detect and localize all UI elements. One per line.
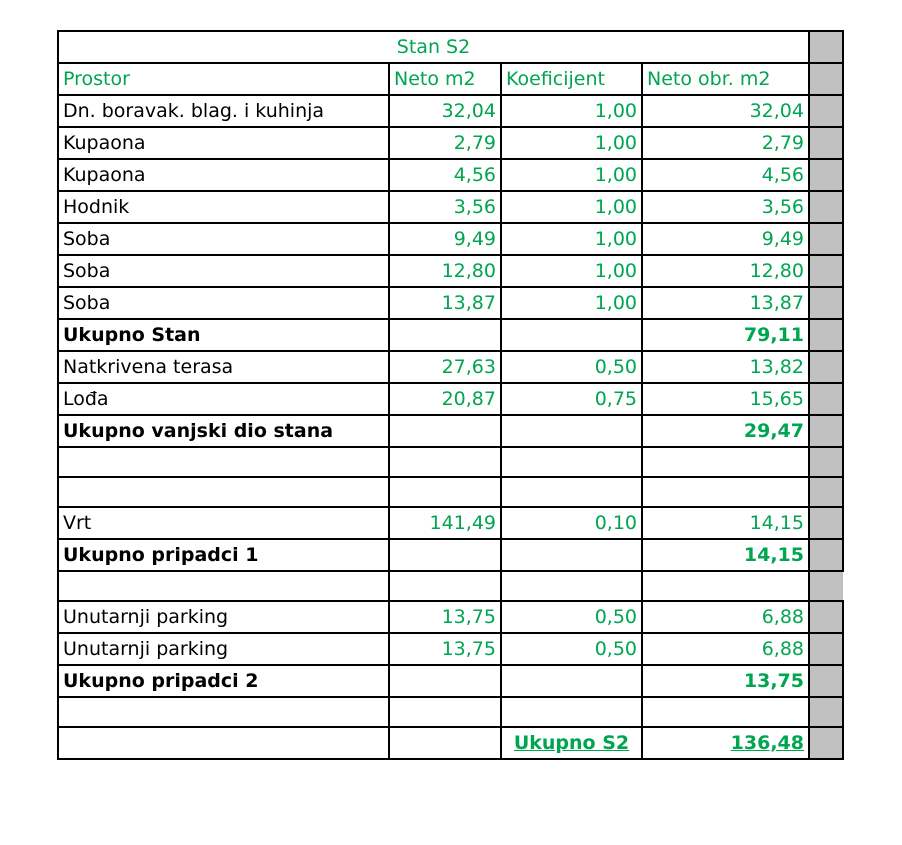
- header-obr: Neto obr. m2: [642, 63, 809, 95]
- cell-obr: 14,15: [642, 507, 809, 539]
- cell-koef: [501, 539, 642, 571]
- cell-koef: [501, 319, 642, 351]
- cell-prostor: Unutarnji parking: [58, 633, 389, 665]
- cell-prostor: Natkrivena terasa: [58, 351, 389, 383]
- grey-cell: [809, 255, 843, 287]
- cell-obr: 3,56: [642, 191, 809, 223]
- cell-prostor: Kupaona: [58, 159, 389, 191]
- table-row: [58, 127, 843, 159]
- cell-koef: 0,75: [501, 383, 642, 415]
- table-row: [58, 477, 843, 507]
- cell-koef: [501, 665, 642, 697]
- grey-cell: [809, 127, 843, 159]
- cell-prostor: Dn. boravak. blag. i kuhinja: [58, 95, 389, 127]
- area-table: [57, 30, 844, 760]
- cell-neto: 32,04: [389, 95, 501, 127]
- cell-neto: 13,75: [389, 633, 501, 665]
- cell-prostor: [58, 477, 389, 507]
- cell-obr: [642, 477, 809, 507]
- header-prostor: Prostor: [58, 63, 389, 95]
- cell-neto: 4,56: [389, 159, 501, 191]
- table-row: [58, 95, 843, 127]
- grey-cell: [809, 287, 843, 319]
- cell-obr: 29,47: [642, 415, 809, 447]
- cell-neto: 13,87: [389, 287, 501, 319]
- cell-neto: [389, 665, 501, 697]
- cell-obr: 9,49: [642, 223, 809, 255]
- grey-cell: [809, 697, 843, 727]
- cell-neto: 13,75: [389, 601, 501, 633]
- cell-koef: [501, 415, 642, 447]
- cell-prostor: Soba: [58, 287, 389, 319]
- table-row: [58, 571, 843, 601]
- cell-obr: 14,15: [642, 539, 809, 571]
- cell-obr: 6,88: [642, 601, 809, 633]
- grey-cell: [809, 727, 843, 759]
- cell-obr: 6,88: [642, 633, 809, 665]
- table-row: [58, 287, 843, 319]
- cell-prostor: Hodnik: [58, 191, 389, 223]
- cell-prostor: [58, 447, 389, 477]
- cell-prostor: Kupaona: [58, 127, 389, 159]
- table-row: [58, 507, 843, 539]
- grand-total-value: 136,48: [642, 727, 809, 759]
- cell-prostor: Ukupno vanjski dio stana: [58, 415, 389, 447]
- cell-obr: 2,79: [642, 127, 809, 159]
- cell-neto: [389, 727, 501, 759]
- cell-prostor: [58, 571, 389, 601]
- grey-cell: [809, 507, 843, 539]
- total-row: [58, 319, 843, 351]
- table-row: [58, 601, 843, 633]
- cell-obr: [642, 571, 809, 601]
- cell-prostor: [58, 727, 389, 759]
- cell-koef: 1,00: [501, 287, 642, 319]
- cell-prostor: Ukupno pripadci 1: [58, 539, 389, 571]
- cell-koef: [501, 697, 642, 727]
- cell-obr: 13,87: [642, 287, 809, 319]
- cell-neto: 2,79: [389, 127, 501, 159]
- cell-neto: 12,80: [389, 255, 501, 287]
- cell-prostor: Ukupno pripadci 2: [58, 665, 389, 697]
- table-row: [58, 191, 843, 223]
- table-row: [58, 255, 843, 287]
- grey-cell: [809, 63, 843, 95]
- cell-koef: 1,00: [501, 223, 642, 255]
- cell-prostor: Ukupno Stan: [58, 319, 389, 351]
- cell-koef: 1,00: [501, 127, 642, 159]
- header-koef: Koeficijent: [501, 63, 642, 95]
- cell-neto: [389, 539, 501, 571]
- cell-koef: 1,00: [501, 95, 642, 127]
- cell-obr: 15,65: [642, 383, 809, 415]
- grey-cell: [809, 415, 843, 447]
- cell-koef: 0,50: [501, 633, 642, 665]
- grey-cell: [809, 383, 843, 415]
- cell-koef: 1,00: [501, 159, 642, 191]
- cell-obr: [642, 697, 809, 727]
- cell-obr: 4,56: [642, 159, 809, 191]
- table-row: [58, 159, 843, 191]
- grey-cell: [809, 477, 843, 507]
- cell-prostor: Lođa: [58, 383, 389, 415]
- grey-cell: [809, 319, 843, 351]
- cell-neto: [389, 571, 501, 601]
- cell-neto: 3,56: [389, 191, 501, 223]
- cell-neto: [389, 477, 501, 507]
- cell-neto: [389, 319, 501, 351]
- table-row: [58, 633, 843, 665]
- table-title: Stan S2: [58, 31, 809, 63]
- title-row: [58, 31, 843, 63]
- total-row: [58, 415, 843, 447]
- cell-obr: [642, 447, 809, 477]
- grand-total-label: Ukupno S2: [501, 727, 642, 759]
- cell-obr: 13,82: [642, 351, 809, 383]
- cell-neto: 20,87: [389, 383, 501, 415]
- table-row: [58, 447, 843, 477]
- cell-neto: 141,49: [389, 507, 501, 539]
- cell-neto: [389, 697, 501, 727]
- grey-cell: [809, 601, 843, 633]
- spreadsheet: [57, 30, 844, 760]
- total-row: [58, 665, 843, 697]
- cell-neto: [389, 415, 501, 447]
- cell-koef: 1,00: [501, 191, 642, 223]
- cell-neto: [389, 447, 501, 477]
- grand-total-row: [58, 727, 843, 759]
- grey-cell: [809, 665, 843, 697]
- grey-cell: [809, 191, 843, 223]
- grey-cell: [809, 223, 843, 255]
- cell-koef: [501, 477, 642, 507]
- cell-prostor: Vrt: [58, 507, 389, 539]
- cell-prostor: [58, 697, 389, 727]
- table-row: [58, 697, 843, 727]
- cell-koef: 1,00: [501, 255, 642, 287]
- cell-koef: 0,10: [501, 507, 642, 539]
- cell-neto: 27,63: [389, 351, 501, 383]
- table-row: [58, 351, 843, 383]
- cell-prostor: Unutarnji parking: [58, 601, 389, 633]
- grey-cell: [809, 447, 843, 477]
- cell-koef: 0,50: [501, 351, 642, 383]
- grey-cell: [809, 539, 843, 571]
- cell-koef: [501, 571, 642, 601]
- header-neto: Neto m2: [389, 63, 501, 95]
- cell-neto: 9,49: [389, 223, 501, 255]
- grey-cell: [809, 633, 843, 665]
- grey-cell: [809, 95, 843, 127]
- cell-obr: 79,11: [642, 319, 809, 351]
- cell-obr: 13,75: [642, 665, 809, 697]
- cell-prostor: Soba: [58, 255, 389, 287]
- cell-obr: 32,04: [642, 95, 809, 127]
- grey-cell: [809, 351, 843, 383]
- table-row: [58, 223, 843, 255]
- header-row: [58, 63, 843, 95]
- grey-cell: [809, 571, 843, 601]
- cell-koef: [501, 447, 642, 477]
- total-row: [58, 539, 843, 571]
- table-row: [58, 383, 843, 415]
- grey-cell: [809, 159, 843, 191]
- cell-prostor: Soba: [58, 223, 389, 255]
- cell-obr: 12,80: [642, 255, 809, 287]
- cell-koef: 0,50: [501, 601, 642, 633]
- grey-cell: [809, 31, 843, 63]
